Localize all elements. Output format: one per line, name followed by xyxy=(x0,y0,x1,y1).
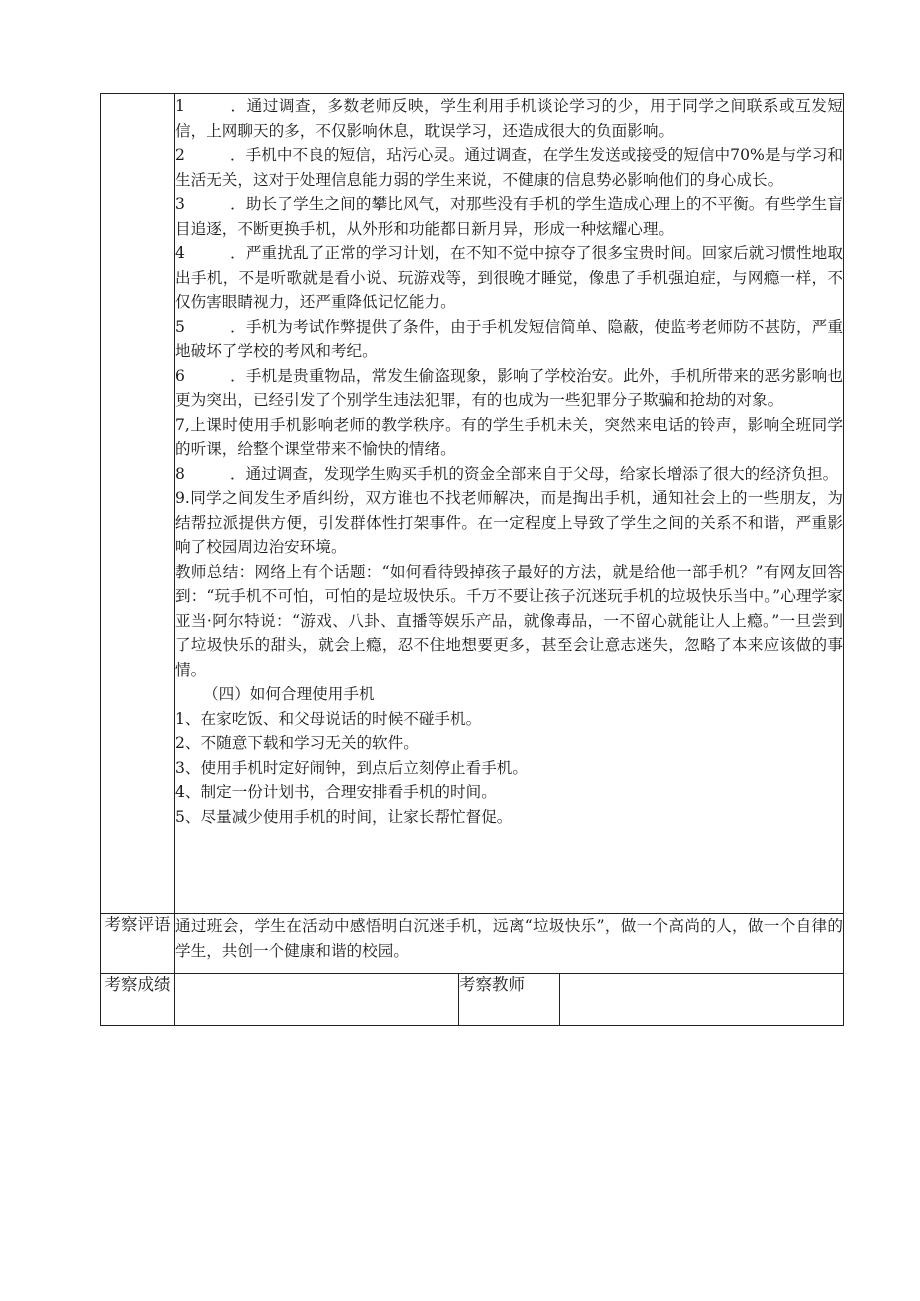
list-item: 2 ．手机中不良的短信，玷污心灵。通过调查，在学生发送或接受的短信中70%是与学习和生活无关，这对于处理信息能力弱的学生来说，不健康的信息势必影响他们的身心成长。 xyxy=(175,146,843,189)
content-label-cell xyxy=(101,94,175,914)
usage-tip: 5、尽量减少使用手机的时间，让家长帮忙督促。 xyxy=(175,807,513,826)
teacher-summary: 教师总结：网络上有个话题：“如何看待毁掉孩子最好的方法，就是给他一部手机？”有网友回答到：“玩手机不可怕，可怕的是垃圾快乐。千万不要让孩子沉迷玩手机的垃圾快乐当中。”心理学家亚当·阿尔特说：“游戏、八卦、直播等娱乐产品，就像毒品，一不留心就能让人上瘾。”一旦尝到了垃圾快乐的甜头，就会上瘾，忍不住地想要更多，甚至会让意志迷失，忽略了本来应该做的事情。 xyxy=(175,562,843,679)
grade-label: 考察成绩 xyxy=(101,974,175,1026)
grade-value-cell[interactable] xyxy=(175,974,459,1026)
list-item: 9.同学之间发生矛盾纠纷，双方谁也不找老师解决，而是掏出手机，通知社会上的一些朋友，为结帮拉派提供方便，引发群体性打架事件。在一定程度上导致了学生之间的关系不和谐，严重影响了校园周边治安环境。 xyxy=(175,489,843,556)
review-text: 通过班会，学生在活动中感悟明白沉迷手机，远离“垃圾快乐”，做一个高尚的人，做一个自律的学生，共创一个健康和谐的校园。 xyxy=(175,914,844,974)
assessment-table xyxy=(100,93,844,1026)
review-label: 考察评语 xyxy=(101,914,175,974)
list-item: 4 ．严重扰乱了正常的学习计划，在不知不觉中掠夺了很多宝贵时间。回家后就习惯性地取出手机，不是听歌就是看小说、玩游戏等，到很晚才睡觉，像患了手机强迫症，与网瘾一样，不仅伤害眼睛视力，还严重降低记忆能力。 xyxy=(175,244,843,311)
list-item: 5 ．手机为考试作弊提供了条件，由于手机发短信简单、隐蔽，使监考老师防不甚防，严重地破坏了学校的考风和考纪。 xyxy=(175,317,843,360)
teacher-value-cell[interactable] xyxy=(560,974,844,1026)
review-row xyxy=(101,914,844,974)
usage-tip: 3、使用手机时定好闹钟，到点后立刻停止看手机。 xyxy=(175,758,528,777)
list-item: 7,上课时使用手机影响老师的教学秩序。有的学生手机未关，突然来电话的铃声，影响全班同学的听课，给整个课堂带来不愉快的情绪。 xyxy=(175,415,843,458)
grade-row xyxy=(101,974,844,1026)
list-item: 3 ．助长了学生之间的攀比风气，对那些没有手机的学生造成心理上的不平衡。有些学生盲目追逐，不断更换手机，从外形和功能都日新月异，形成一种炫耀心理。 xyxy=(175,195,843,238)
list-item: 8 ．通过调查，发现学生购买手机的资金全部来自于父母，给家长增添了很大的经济负担。 xyxy=(175,464,839,483)
content-row xyxy=(101,94,844,914)
usage-tip: 2、不随意下载和学习无关的软件。 xyxy=(175,734,419,752)
list-item: 6 ．手机是贵重物品，常发生偷盗现象，影响了学校治安。此外，手机所带来的恶劣影响也更为突出，已经引发了个别学生违法犯罪，有的也成为一些犯罪分子欺骗和抢劫的对象。 xyxy=(175,366,843,409)
content-cell xyxy=(175,94,844,914)
teacher-label: 考察教师 xyxy=(459,974,560,1026)
usage-tip: 4、制定一份计划书，合理安排看手机的时间。 xyxy=(175,783,497,801)
list-item: 1 ．通过调查，多数老师反映，学生利用手机谈论学习的少，用于同学之间联系或互发短信，上网聊天的多，不仅影响休息，耽误学习，还造成很大的负面影响。 xyxy=(175,97,843,140)
section-heading: （四）如何合理使用手机 xyxy=(203,685,375,703)
usage-tip: 1、在家吃饭、和父母说话的时候不碰手机。 xyxy=(175,709,482,728)
